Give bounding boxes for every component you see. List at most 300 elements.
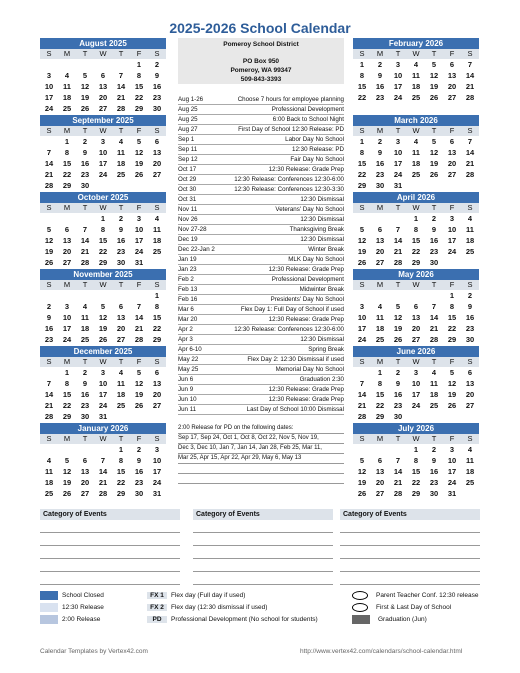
weekday-label: F	[136, 203, 142, 212]
day-cell: 10	[447, 456, 457, 465]
event-text: 12:30 Release: PD	[292, 146, 344, 153]
weekday-label: S	[154, 357, 160, 366]
day-cell: 28	[465, 93, 475, 102]
pd-badge: PD	[147, 616, 167, 623]
day-cell: 22	[411, 478, 421, 487]
day-cell: 5	[100, 302, 106, 311]
event-date: May 22	[178, 356, 199, 363]
event-date: Dec 19	[178, 236, 198, 243]
day-cell: 12	[357, 467, 367, 476]
day-cell: 17	[44, 93, 54, 102]
day-cell: 9	[377, 148, 383, 157]
category-box-2	[193, 509, 333, 585]
weekday-label: M	[376, 126, 384, 135]
day-cell: 20	[465, 390, 475, 399]
day-cell: 30	[429, 258, 439, 267]
event-date: Sep 12	[178, 156, 198, 163]
day-cell: 1	[449, 291, 455, 300]
day-cell: 25	[465, 247, 475, 256]
day-cell: 2	[431, 445, 437, 454]
event-row	[178, 365, 344, 375]
notes-heading: 2:00 Release for PD on the following dates:	[178, 424, 344, 434]
month-calendar	[353, 38, 479, 103]
day-cell: 20	[98, 93, 108, 102]
day-cell: 27	[152, 401, 162, 410]
weekday-label: T	[118, 126, 124, 135]
day-cell: 26	[80, 104, 90, 113]
day-cell: 16	[465, 313, 475, 322]
day-cell: 22	[62, 170, 72, 179]
day-cell: 22	[411, 247, 421, 256]
day-cell: 18	[152, 236, 162, 245]
event-text: First Day of School 12:30 Release: PD	[238, 126, 344, 133]
weekday-label: T	[395, 126, 401, 135]
weekday-label: M	[63, 126, 71, 135]
weekday-label: S	[46, 434, 52, 443]
day-cell: 20	[447, 82, 457, 91]
weekday-label: S	[46, 280, 52, 289]
day-cell: 30	[116, 258, 126, 267]
day-cell: 7	[395, 456, 401, 465]
day-cell: 10	[357, 313, 367, 322]
day-cell: 23	[375, 170, 385, 179]
weekday-label: T	[395, 357, 401, 366]
day-cell: 21	[393, 247, 403, 256]
weekday-label: S	[154, 203, 160, 212]
day-cell: 28	[429, 335, 439, 344]
month-title: April 2026	[353, 192, 479, 203]
day-cell: 18	[375, 324, 385, 333]
day-cell: 2	[154, 60, 160, 69]
event-text: 12:30 Release: Conferences 12:30-6:00	[234, 326, 344, 333]
event-text: MLK Day No School	[288, 256, 344, 263]
event-row	[178, 195, 344, 205]
event-row	[178, 225, 344, 235]
day-cell: 24	[411, 401, 421, 410]
day-cell: 21	[429, 324, 439, 333]
weekday-label: S	[46, 357, 52, 366]
day-cell: 2	[395, 368, 401, 377]
day-cell: 7	[118, 71, 124, 80]
event-date: Sep 1	[178, 136, 195, 143]
day-cell: 25	[116, 401, 126, 410]
day-cell: 30	[465, 335, 475, 344]
month-calendar	[40, 115, 166, 191]
day-cell: 9	[82, 379, 88, 388]
day-cell: 9	[82, 148, 88, 157]
day-cell: 28	[393, 258, 403, 267]
day-cell: 12	[429, 148, 439, 157]
day-cell: 4	[431, 368, 437, 377]
event-row	[178, 185, 344, 195]
month-title: March 2026	[353, 115, 479, 126]
event-text: 12:30 Release: Grade Prep	[268, 316, 344, 323]
weekday-header	[40, 434, 166, 444]
day-cell: 24	[62, 335, 72, 344]
day-cell: 19	[80, 93, 90, 102]
day-cell: 24	[44, 104, 54, 113]
weekday-label: T	[431, 126, 437, 135]
weekday-label: T	[118, 357, 124, 366]
day-cell: 21	[465, 159, 475, 168]
weekday-label: T	[82, 203, 88, 212]
day-cell: 5	[64, 456, 70, 465]
day-cell: 15	[375, 390, 385, 399]
event-date: Nov 11	[178, 206, 198, 213]
weekday-header	[40, 126, 166, 136]
weekday-label: S	[359, 434, 365, 443]
day-cell: 17	[393, 159, 403, 168]
legend-grad: Graduation (Jun)	[378, 615, 427, 623]
day-cell: 9	[431, 225, 437, 234]
day-cell: 3	[395, 60, 401, 69]
day-cell: 5	[136, 137, 142, 146]
events-list	[178, 95, 344, 415]
day-cell: 18	[80, 324, 90, 333]
event-date: Jun 11	[178, 406, 197, 413]
event-date: Sep 11	[178, 146, 198, 153]
weekday-label: T	[395, 280, 401, 289]
weekday-label: T	[118, 280, 124, 289]
day-cell: 13	[152, 379, 162, 388]
day-cell: 23	[375, 93, 385, 102]
day-cell: 3	[136, 214, 142, 223]
event-date: Mar 6	[178, 306, 194, 313]
day-cell: 19	[98, 324, 108, 333]
weekday-label: W	[99, 357, 107, 366]
day-cell: 11	[153, 225, 161, 234]
day-cell: 2	[467, 291, 473, 300]
day-cell: 11	[376, 313, 384, 322]
day-cell: 30	[80, 412, 90, 421]
weekday-label: W	[412, 49, 420, 58]
day-cell: 25	[116, 170, 126, 179]
event-text: 12:30 Release: Conferences 12:30-3:30	[234, 186, 344, 193]
day-cell: 24	[447, 247, 457, 256]
day-cell: 13	[375, 467, 385, 476]
day-cell: 11	[466, 225, 474, 234]
day-cell: 7	[431, 302, 437, 311]
day-cell: 18	[62, 93, 72, 102]
day-cell: 23	[393, 401, 403, 410]
day-cell: 21	[44, 401, 54, 410]
day-cell: 15	[411, 467, 421, 476]
day-cell: 14	[357, 390, 367, 399]
day-cell: 25	[411, 170, 421, 179]
day-cell: 19	[357, 247, 367, 256]
day-cell: 24	[134, 247, 144, 256]
event-text: Labor Day No School	[285, 136, 344, 143]
day-cell: 4	[377, 302, 383, 311]
day-cell: 25	[429, 401, 439, 410]
day-cell: 26	[393, 335, 403, 344]
day-cell: 1	[154, 291, 160, 300]
event-row	[178, 285, 344, 295]
weekday-label: F	[449, 434, 455, 443]
day-cell: 14	[429, 313, 439, 322]
day-cell: 7	[82, 225, 88, 234]
day-cell: 5	[395, 302, 401, 311]
weekday-label: M	[63, 203, 71, 212]
month-calendar	[353, 269, 479, 356]
day-cell: 16	[393, 390, 403, 399]
day-cell: 22	[152, 324, 162, 333]
weekday-label: S	[154, 49, 160, 58]
school-phone: 509-843-3393	[240, 76, 282, 83]
weekday-header	[353, 280, 479, 290]
day-cell: 5	[431, 137, 437, 146]
day-cell: 9	[431, 456, 437, 465]
weekday-label: S	[467, 126, 473, 135]
event-date: Apr 3	[178, 336, 193, 343]
day-cell: 8	[359, 71, 365, 80]
event-date: Feb 2	[178, 276, 194, 283]
weekday-label: F	[136, 49, 142, 58]
day-cell: 14	[465, 148, 475, 157]
day-cell: 24	[98, 401, 108, 410]
day-cell: 25	[62, 104, 72, 113]
day-cell: 12	[429, 71, 439, 80]
day-cell: 3	[359, 302, 365, 311]
day-cell: 12	[44, 236, 54, 245]
day-cell: 2	[431, 214, 437, 223]
legend-middle	[147, 589, 318, 625]
day-cell: 17	[98, 159, 108, 168]
day-cell: 16	[375, 82, 385, 91]
day-cell: 25	[411, 93, 421, 102]
day-cell: 11	[81, 313, 89, 322]
day-cell: 10	[134, 225, 144, 234]
day-cell: 4	[82, 302, 88, 311]
day-cell: 26	[357, 258, 367, 267]
day-cell: 10	[393, 71, 403, 80]
month-title: December 2025	[40, 346, 166, 357]
weekday-label: S	[154, 280, 160, 289]
weekday-label: S	[359, 357, 365, 366]
day-cell: 12	[80, 82, 90, 91]
day-cell: 23	[44, 335, 54, 344]
weekday-label: T	[431, 434, 437, 443]
weekday-label: T	[118, 49, 124, 58]
day-cell: 12	[447, 379, 457, 388]
day-cell: 8	[154, 302, 160, 311]
event-row	[178, 205, 344, 215]
event-row	[178, 385, 344, 395]
day-cell: 1	[136, 60, 142, 69]
fx2-badge: FX 2	[147, 604, 167, 611]
event-text: 12:30 Dismissal	[300, 196, 344, 203]
day-cell: 22	[134, 93, 144, 102]
event-row	[178, 235, 344, 245]
day-cell: 1	[118, 445, 124, 454]
day-cell: 23	[465, 324, 475, 333]
event-text: 12:30 Release: Conferences 12:30-6:00	[234, 176, 344, 183]
legend-200: 2:00 Release	[62, 615, 101, 623]
day-cell: 22	[116, 478, 126, 487]
event-text: Graduation 2:30	[299, 376, 344, 383]
weekday-label: F	[449, 49, 455, 58]
weekday-label: S	[359, 203, 365, 212]
day-cell: 9	[154, 71, 160, 80]
weekday-label: T	[118, 203, 124, 212]
day-cell: 11	[117, 148, 125, 157]
day-cell: 18	[465, 467, 475, 476]
day-cell: 27	[375, 258, 385, 267]
day-cell: 17	[134, 236, 144, 245]
day-cell: 28	[44, 412, 54, 421]
day-cell: 20	[80, 478, 90, 487]
day-cell: 23	[116, 247, 126, 256]
weekday-header	[353, 434, 479, 444]
day-cell: 29	[411, 489, 421, 498]
event-row	[178, 375, 344, 385]
day-cell: 18	[411, 82, 421, 91]
event-text: 12:30 Dismissal	[300, 216, 344, 223]
weekday-label: T	[431, 49, 437, 58]
day-cell: 14	[393, 467, 403, 476]
day-cell: 2	[136, 445, 142, 454]
day-cell: 31	[134, 258, 144, 267]
weekday-label: S	[359, 126, 365, 135]
weekday-header	[40, 357, 166, 367]
legend-pd: Professional Development (No school for students)	[171, 615, 318, 623]
event-text: Last Day of School 10:00 Dismissal	[246, 406, 344, 413]
weekday-label: S	[467, 434, 473, 443]
day-cell: 13	[80, 467, 90, 476]
day-cell: 8	[359, 148, 365, 157]
day-cell: 15	[357, 159, 367, 168]
weekday-label: W	[412, 203, 420, 212]
legend-right	[352, 589, 479, 625]
event-row	[178, 215, 344, 225]
weekday-label: W	[99, 49, 107, 58]
day-cell: 5	[449, 368, 455, 377]
day-cell: 9	[46, 313, 52, 322]
day-cell: 7	[395, 225, 401, 234]
event-row	[178, 355, 344, 365]
day-cell: 7	[136, 302, 142, 311]
day-cell: 25	[465, 478, 475, 487]
day-cell: 16	[429, 467, 439, 476]
event-text: Fair Day No School	[290, 156, 344, 163]
weekday-label: F	[449, 203, 455, 212]
weekday-label: S	[154, 126, 160, 135]
legend-conf: Parent Teacher Conf. 12:30 release	[376, 591, 479, 599]
day-cell: 26	[447, 401, 457, 410]
day-cell: 29	[134, 104, 144, 113]
weekday-header	[353, 126, 479, 136]
day-cell: 8	[100, 225, 106, 234]
day-cell: 20	[116, 324, 126, 333]
weekday-label: M	[376, 434, 384, 443]
day-cell: 30	[134, 489, 144, 498]
day-cell: 6	[467, 368, 473, 377]
day-cell: 4	[118, 137, 124, 146]
day-cell: 22	[375, 401, 385, 410]
day-cell: 22	[62, 401, 72, 410]
event-row	[178, 325, 344, 335]
day-cell: 11	[466, 456, 474, 465]
day-cell: 29	[98, 258, 108, 267]
day-cell: 19	[393, 324, 403, 333]
day-cell: 31	[393, 181, 403, 190]
day-cell: 13	[98, 82, 108, 91]
day-cell: 14	[393, 236, 403, 245]
day-cell: 7	[46, 379, 52, 388]
event-row	[178, 125, 344, 135]
month-calendar	[40, 346, 166, 422]
event-row	[178, 245, 344, 255]
day-cell: 16	[152, 82, 162, 91]
month-calendar	[40, 269, 166, 356]
event-date: Apr 2	[178, 326, 193, 333]
event-date: Apr 6-10	[178, 346, 202, 353]
day-cell: 6	[154, 137, 160, 146]
day-cell: 12	[134, 379, 144, 388]
day-cell: 28	[357, 412, 367, 421]
weekday-label: S	[359, 49, 365, 58]
weekday-label: W	[412, 126, 420, 135]
day-cell: 25	[44, 489, 54, 498]
weekday-label: T	[82, 434, 88, 443]
weekday-label: T	[82, 357, 88, 366]
month-title: November 2025	[40, 269, 166, 280]
day-cell: 10	[152, 456, 162, 465]
day-cell: 2	[82, 368, 88, 377]
day-cell: 6	[118, 302, 124, 311]
weekday-header	[353, 203, 479, 213]
school-address1: PO Box 950	[242, 58, 280, 65]
day-cell: 8	[64, 379, 70, 388]
day-cell: 3	[100, 368, 106, 377]
day-cell: 15	[116, 467, 126, 476]
day-cell: 29	[62, 412, 72, 421]
event-text: 6:00 Back to School Night	[272, 116, 344, 123]
weekday-label: T	[431, 203, 437, 212]
fx1-badge: FX 1	[147, 592, 167, 599]
category-box-3	[340, 509, 480, 585]
notes-line: Dec 3, Dec 10, Jan 7, Jan 14, Jan 28, Feb 25, Mar 11,	[178, 444, 344, 454]
day-cell: 26	[44, 258, 54, 267]
weekday-label: F	[136, 126, 142, 135]
day-cell: 11	[412, 71, 420, 80]
day-cell: 27	[152, 170, 162, 179]
day-cell: 5	[359, 456, 365, 465]
day-cell: 19	[429, 82, 439, 91]
month-calendar	[353, 192, 479, 268]
legend-1230: 12:30 Release	[62, 603, 104, 611]
day-cell: 13	[447, 148, 457, 157]
event-row	[178, 275, 344, 285]
conf-icon	[352, 591, 368, 600]
weekday-label: T	[431, 357, 437, 366]
day-cell: 24	[357, 335, 367, 344]
day-cell: 27	[447, 93, 457, 102]
footer-right: http://www.vertex42.com/calendars/school-calendar.html	[300, 648, 463, 655]
weekday-label: W	[412, 434, 420, 443]
day-cell: 27	[375, 489, 385, 498]
month-calendar	[353, 423, 479, 499]
day-cell: 30	[393, 412, 403, 421]
day-cell: 3	[154, 445, 160, 454]
event-date: Aug 25	[178, 106, 198, 113]
day-cell: 8	[413, 456, 419, 465]
day-cell: 19	[134, 390, 144, 399]
day-cell: 4	[413, 137, 419, 146]
day-cell: 15	[62, 159, 72, 168]
day-cell: 6	[100, 71, 106, 80]
weekday-label: F	[136, 280, 142, 289]
